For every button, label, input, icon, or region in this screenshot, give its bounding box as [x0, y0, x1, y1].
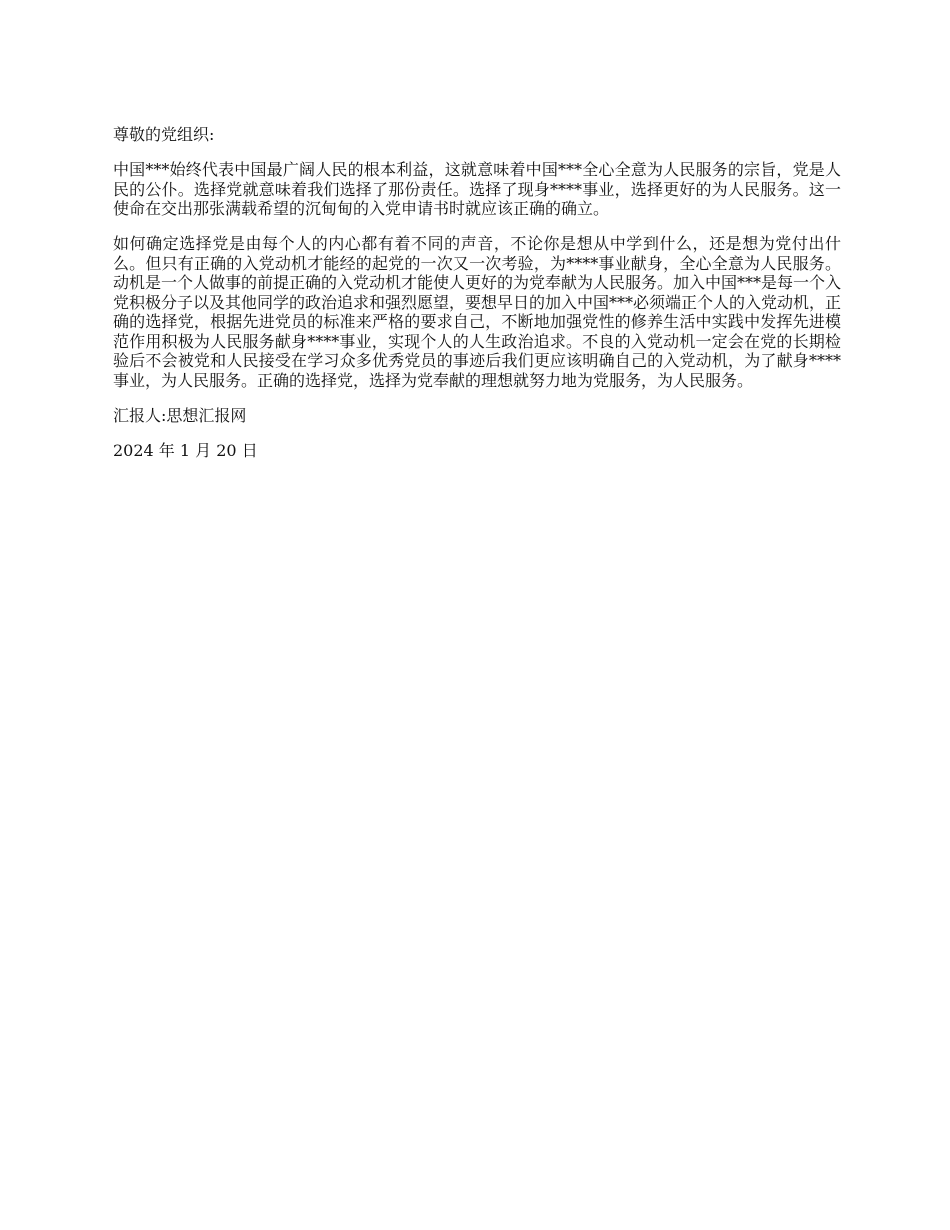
- reporter-signature: 汇报人:思想汇报网: [113, 405, 247, 425]
- body-paragraph-2: 如何确定选择党是由每个人的内心都有着不同的声音，不论你是想从中学到什么，还是想为党付出什么。但只有正确的入党动机才能经的起党的一次又一次考验，为****事业献身，全心全意为人民服务。动机是一个人做事的前提正确的入党动机才能使人更好的为党奉献为人民服务。加入中国***是每一个入党积极分子以及其他同学的政治追求和强烈愿望，要想早日的加入中国***必须端正个人的入党动机，正确的选择党，根据先进党员的标准来严格的要求自己，不断地加强党性的修养生活中实践中发挥先进模范作用积极为人民服务献身****事业，实现个人的人生政治追求。不良的入党动机一定会在党的长期检验后不会被党和人民接受在学习众多优秀党员的事迹后我们更应该明确自己的入党动机，为了献身****事业，为人民服务。正确的选择党，选择为党奉献的理想就努力地为党服务，为人民服务。: [113, 234, 842, 390]
- document-page: [113, 125, 841, 476]
- salutation: 尊敬的党组织:: [113, 125, 215, 144]
- report-date: 2024 年 1 月 20 日: [113, 440, 258, 460]
- body-paragraph-1: 中国***始终代表中国最广阔人民的根本利益，这就意味着中国***全心全意为人民服务的宗旨，党是人民的公仆。选择党就意味着我们选择了那份责任。选择了现身****事业，选择更好的为人民服务。这一使命在交出那张满载希望的沉甸甸的入党申请书时就应该正确的确立。: [113, 160, 841, 218]
